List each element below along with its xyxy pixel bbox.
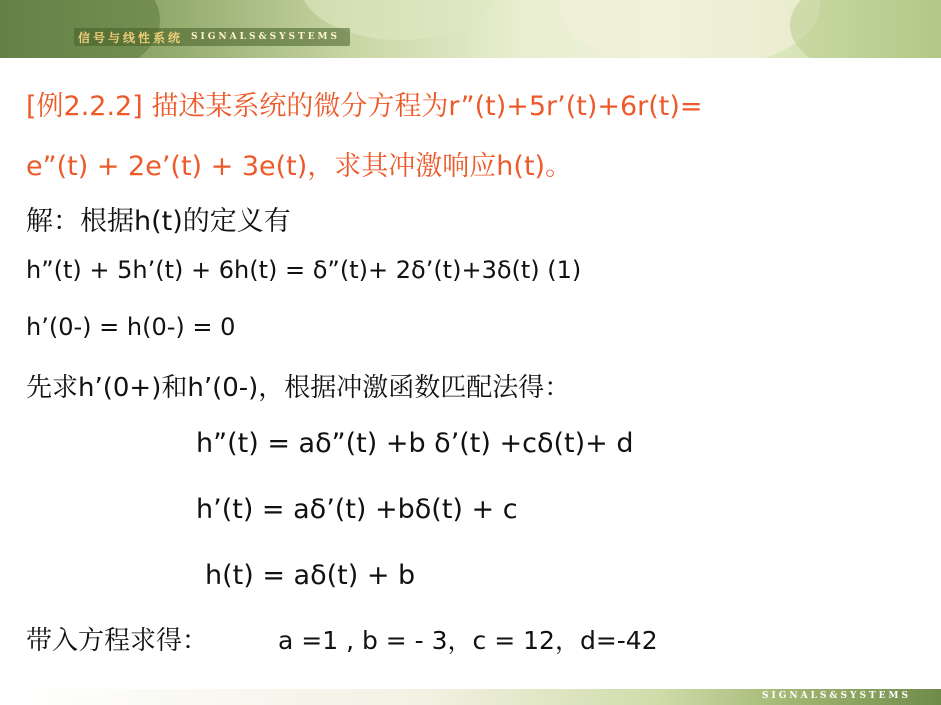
course-title-cn: 信号与线性系统 bbox=[78, 30, 184, 45]
footer-title-en: SIGNALS&SYSTEMS bbox=[761, 691, 911, 701]
result-values: a =1 , b = - 3，c = 12，d=-42 bbox=[278, 626, 658, 655]
banner-leaf-decoration bbox=[790, 0, 941, 58]
banner-flower-decoration bbox=[560, 0, 820, 58]
course-title bbox=[74, 28, 350, 46]
footer-banner bbox=[0, 689, 941, 705]
impulse-match-equation-3: h(t) = aδ(t) + b bbox=[205, 560, 416, 591]
header-banner bbox=[0, 0, 941, 58]
step-description: 先求h’(0+)和h’(0-)，根据冲激函数匹配法得： bbox=[26, 373, 571, 403]
solution-intro: 解：根据h(t)的定义有 bbox=[26, 206, 291, 237]
impulse-match-equation-1: h”(t) = aδ”(t) +b δ’(t) +cδ(t)+ d bbox=[196, 428, 634, 459]
differential-equation: h”(t) + 5h’(t) + 6h(t) = δ”(t)+ 2δ’(t)+3δ(t) (1) bbox=[26, 256, 582, 284]
problem-statement-line-1: [例2.2.2] 描述某系统的微分方程为r”(t)+5r’(t)+6r(t)= bbox=[26, 91, 703, 122]
initial-condition: h’(0-) = h(0-) = 0 bbox=[26, 313, 236, 341]
result-line bbox=[26, 620, 658, 657]
impulse-match-equation-2: h’(t) = aδ’(t) +bδ(t) + c bbox=[196, 494, 518, 525]
problem-statement-line-2: e”(t) + 2e’(t) + 3e(t)，求其冲激响应h(t)。 bbox=[26, 151, 573, 182]
course-title-en: SIGNALS&SYSTEMS bbox=[191, 32, 341, 42]
result-label: 带入方程求得： bbox=[26, 626, 209, 656]
